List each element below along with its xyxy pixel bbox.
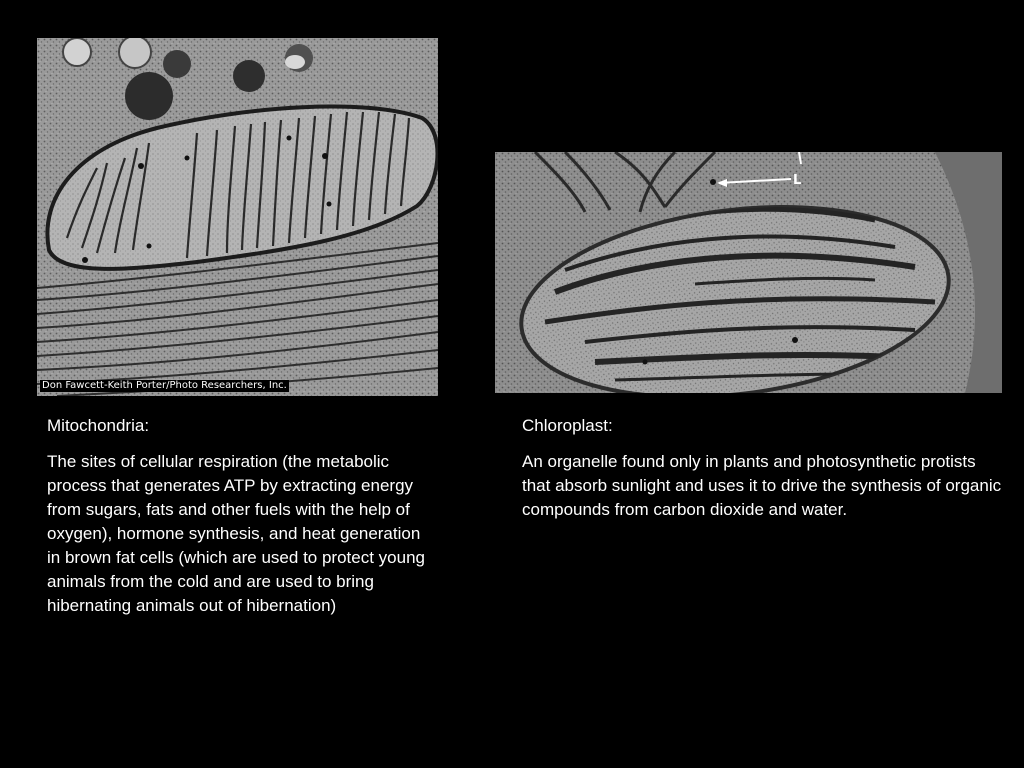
mitochondria-caption bbox=[47, 414, 432, 618]
image-credit: Don Fawcett-Keith Porter/Photo Researchers, Inc. bbox=[42, 380, 287, 391]
mitochondria-heading: Mitochondria: bbox=[47, 416, 150, 435]
mitochondria-micrograph-art bbox=[37, 38, 438, 396]
chloroplast-heading: Chloroplast: bbox=[522, 416, 613, 435]
chloroplast-description: An organelle found only in plants and photosynthetic protists that absorb sunlight and uses it to drive the synthesis of organic compounds from carbon dioxide and water. bbox=[522, 452, 1002, 519]
chloroplast-micrograph-art bbox=[495, 152, 1002, 393]
mitochondria-micrograph bbox=[37, 38, 438, 396]
micrograph-label-l: L bbox=[793, 173, 802, 188]
chloroplast-caption bbox=[522, 414, 1002, 522]
chloroplast-micrograph bbox=[495, 152, 1002, 393]
mitochondria-description: The sites of cellular respiration (the metabolic process that generates ATP by extracting energy from sugars, fats and other fuels with the help of oxygen), hormone synthesis, and heat generation in brown fat cells (which are used to protect young animals from the cold and are used to bring hibernating animals out of hibernation) bbox=[47, 452, 425, 615]
